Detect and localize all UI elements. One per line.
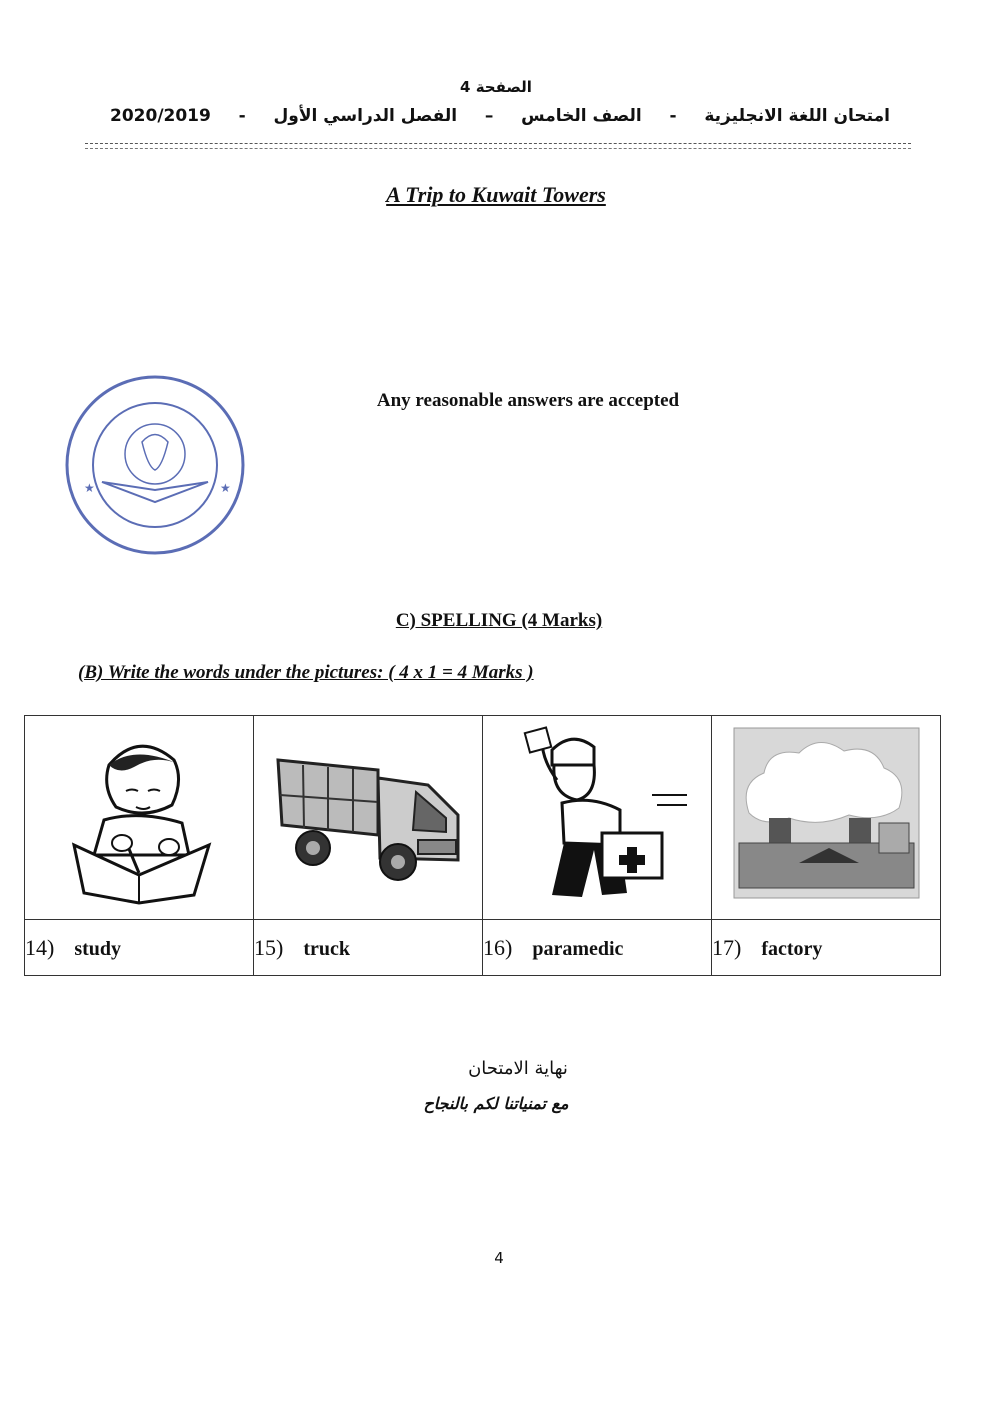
answer-cell: [483, 920, 712, 976]
picture-table: [24, 715, 941, 976]
svg-text:★: ★: [220, 481, 231, 495]
question-instruction: (B) Write the words under the pictures: ( 4 x 1 = 4 Marks ): [78, 662, 534, 683]
answer-note: Any reasonable answers are accepted: [376, 390, 680, 411]
picture-cell: [254, 716, 483, 920]
svg-text:★: ★: [84, 481, 95, 495]
grade-name: الصف الخامس: [521, 106, 642, 126]
header-divider: [85, 143, 911, 144]
answer-cell: [712, 920, 941, 976]
separator: -: [669, 106, 677, 126]
truck-icon: [268, 740, 468, 890]
item-number: 16): [483, 934, 513, 960]
answer-cell: [254, 920, 483, 976]
factory-icon: [729, 723, 924, 908]
good-luck-text: مع تمنياتنا لكم بالنجاح: [423, 1094, 569, 1113]
item-number: 15): [254, 934, 284, 960]
picture-row: [25, 716, 941, 920]
paramedic-icon: [502, 725, 692, 905]
exam-name: امتحان اللغة الانجليزية: [704, 106, 890, 126]
school-year: 2020/2019: [110, 106, 211, 126]
item-number: 17): [712, 934, 742, 960]
answer-row: [25, 920, 941, 976]
header-divider: [85, 148, 911, 149]
exam-end-text: نهاية الامتحان: [468, 1058, 568, 1079]
exam-header: [110, 106, 890, 126]
page-label: الصفحة 4: [460, 78, 532, 96]
picture-cell: [25, 716, 254, 920]
boy-writing-icon: [64, 725, 214, 905]
answer-cell: [25, 920, 254, 976]
picture-cell: [483, 716, 712, 920]
section-heading: C) SPELLING (4 Marks): [395, 610, 603, 631]
picture-cell: [712, 716, 941, 920]
page-title: A Trip to Kuwait Towers: [386, 182, 606, 207]
page-number: 4: [494, 1249, 504, 1267]
answer-word: paramedic: [532, 937, 624, 960]
answer-word: factory: [761, 937, 823, 960]
answer-word: truck: [303, 937, 350, 960]
separator: -: [238, 106, 246, 126]
term-name: الفصل الدراسي الأول: [273, 106, 458, 126]
separator: –: [484, 106, 494, 126]
answer-word: study: [74, 937, 122, 960]
item-number: 14): [25, 934, 55, 960]
